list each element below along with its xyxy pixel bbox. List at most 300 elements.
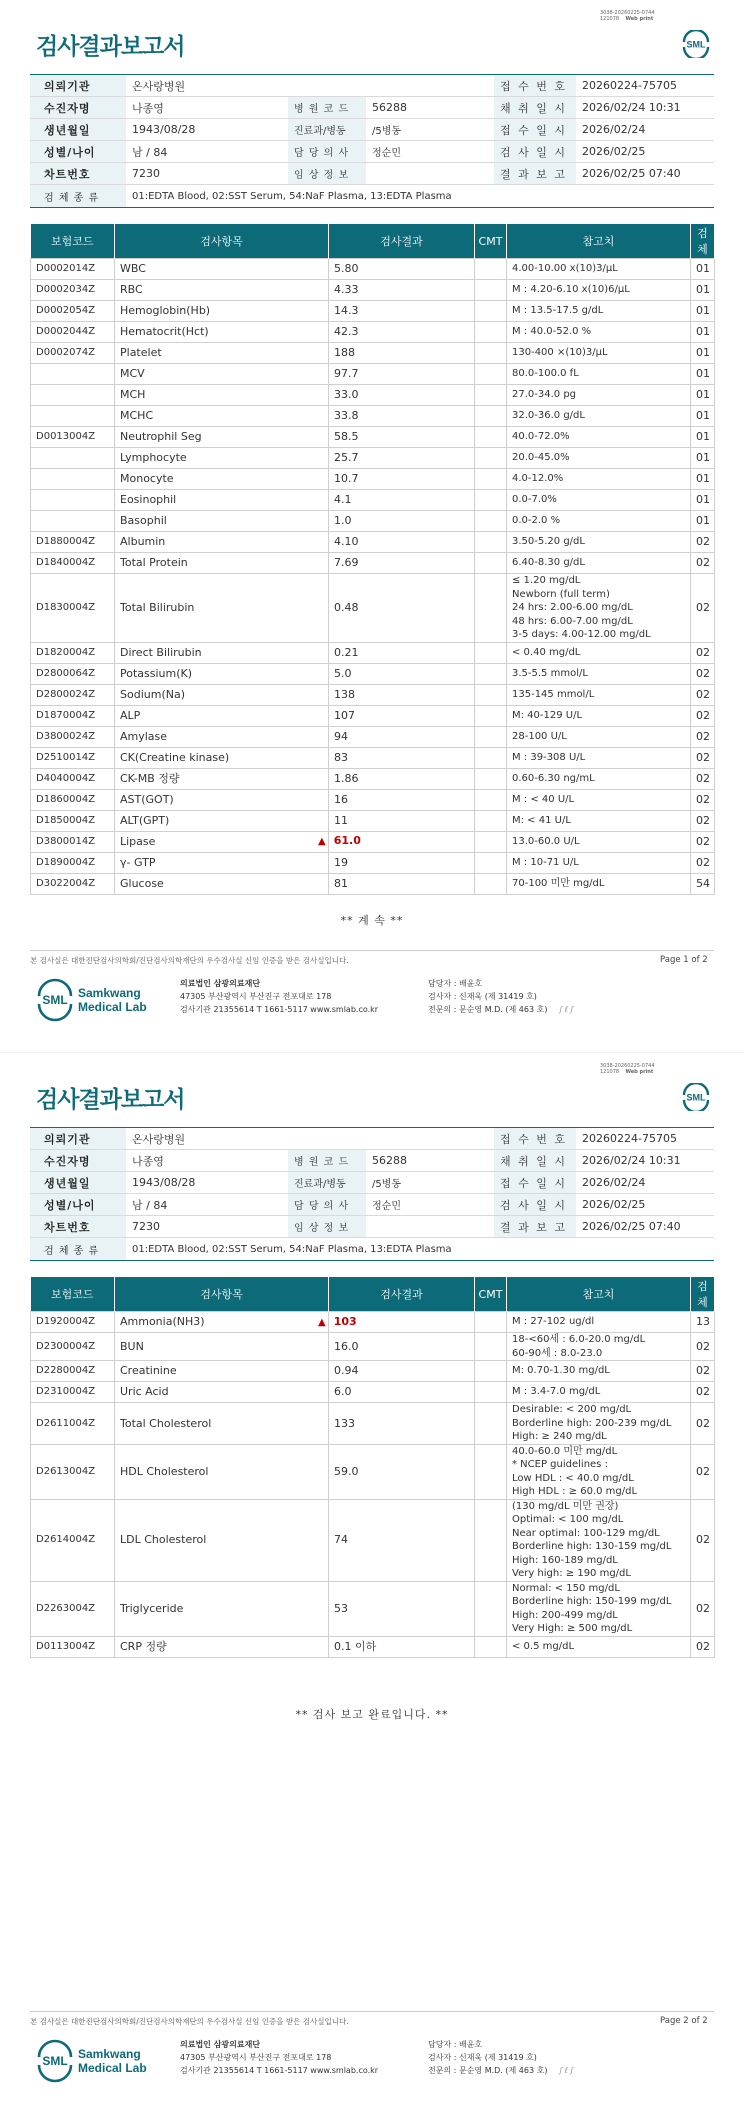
footer-divider xyxy=(30,2011,714,2012)
hospital-code-value: 56288 xyxy=(366,1150,494,1172)
cmt-cell xyxy=(475,810,507,831)
result-row xyxy=(31,1499,715,1581)
receipt-date-label: 접 수 일 시 xyxy=(494,119,576,141)
specimen-code: 02 xyxy=(691,1382,715,1403)
col-specimen-header: 검체 xyxy=(691,1277,715,1312)
specimen-code: 02 xyxy=(691,574,715,643)
result-row xyxy=(31,831,715,852)
birth-value: 1943/08/28 xyxy=(126,119,288,141)
test-item: CK-MB 정량 xyxy=(115,768,329,789)
signature-icon: ʃ ℓ ʃ xyxy=(559,2066,574,2075)
col-ref-header: 참고치 xyxy=(507,224,691,259)
result-row xyxy=(31,768,715,789)
test-item: CK(Creatine kinase) xyxy=(115,747,329,768)
insurance-code: D1830004Z xyxy=(31,574,115,643)
col-specimen-header: 검체 xyxy=(691,224,715,259)
dept-label: 진료과/병동 xyxy=(288,119,366,141)
cmt-cell xyxy=(475,532,507,553)
test-item: Ammonia(NH3) xyxy=(115,1312,329,1333)
result-row xyxy=(31,1333,715,1361)
lab-name: 의료법인 삼광의료재단 xyxy=(180,979,261,988)
specimen-code: 02 xyxy=(691,532,715,553)
print-code: 3038-20260225-0744 xyxy=(600,10,655,16)
clinical-label: 임 상 정 보 xyxy=(288,163,366,185)
test-item: ALT(GPT) xyxy=(115,810,329,831)
test-item: Sodium(Na) xyxy=(115,684,329,705)
result-value: 103 xyxy=(333,1314,357,1328)
cmt-cell xyxy=(475,768,507,789)
result-row xyxy=(31,490,715,511)
specimen-code: 54 xyxy=(691,873,715,894)
staff-specialist: 전문의 : 문순영 M.D. (제 463 호) xyxy=(428,1005,548,1014)
patient-label: 수진자명 xyxy=(30,97,126,119)
test-result: 6.0 xyxy=(329,1382,475,1403)
report-page-1 xyxy=(0,0,744,1052)
result-row xyxy=(31,789,715,810)
page-title: 검사결과보고서 xyxy=(36,34,185,60)
specimen-code: 02 xyxy=(691,663,715,684)
test-item: Hemoglobin(Hb) xyxy=(115,301,329,322)
test-item: WBC xyxy=(115,259,329,280)
reference-range: M : < 40 U/L xyxy=(507,789,691,810)
cmt-cell xyxy=(475,1499,507,1581)
cmt-cell xyxy=(475,574,507,643)
test-result: 33.0 xyxy=(329,385,475,406)
specimen-code: 01 xyxy=(691,469,715,490)
reference-range: 4.00-10.00 x(10)3/μL xyxy=(507,259,691,280)
test-item: Monocyte xyxy=(115,469,329,490)
reference-range: 27.0-34.0 pg xyxy=(507,385,691,406)
cmt-cell xyxy=(475,1361,507,1382)
test-item: MCHC xyxy=(115,406,329,427)
staff-tester: 검사자 : 신재욱 (제 31419 호) xyxy=(428,2053,537,2062)
page-title: 검사결과보고서 xyxy=(36,1087,185,1113)
sample-value: 01:EDTA Blood, 02:SST Serum, 54:NaF Plasma, 13:EDTA Plasma xyxy=(126,1238,714,1261)
test-item: Platelet xyxy=(115,343,329,364)
result-row xyxy=(31,385,715,406)
specimen-code: 02 xyxy=(691,1361,715,1382)
result-row xyxy=(31,684,715,705)
specimen-code: 02 xyxy=(691,553,715,574)
test-item: Creatinine xyxy=(115,1361,329,1382)
svg-text:Medical Lab: Medical Lab xyxy=(78,1000,147,1014)
reference-range: 3.50-5.20 g/dL xyxy=(507,532,691,553)
test-item: Total Cholesterol xyxy=(115,1403,329,1445)
report-value: 2026/02/25 07:40 xyxy=(576,1216,714,1238)
cmt-cell xyxy=(475,789,507,810)
test-result: 74 xyxy=(329,1499,475,1581)
insurance-code: D2310004Z xyxy=(31,1382,115,1403)
reference-range: M : 10-71 U/L xyxy=(507,852,691,873)
specimen-code: 02 xyxy=(691,1333,715,1361)
receipt-date-label: 접 수 일 시 xyxy=(494,1172,576,1194)
insurance-code: D2614004Z xyxy=(31,1499,115,1581)
test-result: 16 xyxy=(329,789,475,810)
patient-label: 수진자명 xyxy=(30,1150,126,1172)
insurance-code: D2613004Z xyxy=(31,1444,115,1499)
test-date-value: 2026/02/25 xyxy=(576,141,714,163)
page-number: Page 1 of 2 xyxy=(660,955,708,965)
insurance-code: D0002044Z xyxy=(31,322,115,343)
insurance-code: D1840004Z xyxy=(31,553,115,574)
dept-value: /5병동 xyxy=(366,119,494,141)
test-item: Basophil xyxy=(115,511,329,532)
chart-value: 7230 xyxy=(126,1216,288,1238)
test-item: Total Protein xyxy=(115,553,329,574)
test-result: 0.94 xyxy=(329,1361,475,1382)
test-result: 138 xyxy=(329,684,475,705)
insurance-code: D1880004Z xyxy=(31,532,115,553)
test-result: 7.69 xyxy=(329,553,475,574)
insurance-code: D1860004Z xyxy=(31,789,115,810)
result-value: 61.0 xyxy=(333,834,361,848)
cmt-cell xyxy=(475,726,507,747)
specimen-code: 02 xyxy=(691,684,715,705)
svg-text:SML: SML xyxy=(686,39,706,50)
cmt-cell xyxy=(475,301,507,322)
clinical-value xyxy=(366,163,494,185)
cmt-cell xyxy=(475,1403,507,1445)
collect-date-label: 채 취 일 시 xyxy=(494,1150,576,1172)
dept-value: /5병동 xyxy=(366,1172,494,1194)
insurance-code: D0113004Z xyxy=(31,1636,115,1657)
specimen-code: 02 xyxy=(691,642,715,663)
result-row xyxy=(31,301,715,322)
insurance-code: D2263004Z xyxy=(31,1581,115,1636)
result-row xyxy=(31,1361,715,1382)
insurance-code: D2300004Z xyxy=(31,1333,115,1361)
report-value: 2026/02/25 07:40 xyxy=(576,163,714,185)
cmt-cell xyxy=(475,343,507,364)
test-result: 11 xyxy=(329,810,475,831)
result-row xyxy=(31,1382,715,1403)
test-result: 1.86 xyxy=(329,768,475,789)
reference-range: 4.0-12.0% xyxy=(507,469,691,490)
report-page-2 xyxy=(0,1052,744,2105)
insurance-code: D2800024Z xyxy=(31,684,115,705)
result-row xyxy=(31,553,715,574)
test-item: Total Bilirubin xyxy=(115,574,329,643)
specimen-code: 01 xyxy=(691,280,715,301)
cmt-cell xyxy=(475,490,507,511)
specimen-code: 13 xyxy=(691,1312,715,1333)
staff-specialist: 전문의 : 문순영 M.D. (제 463 호) xyxy=(428,2066,548,2075)
specimen-code: 02 xyxy=(691,726,715,747)
cmt-cell xyxy=(475,663,507,684)
insurance-code xyxy=(31,511,115,532)
insurance-code xyxy=(31,385,115,406)
result-row xyxy=(31,810,715,831)
result-row xyxy=(31,1312,715,1333)
patient-info-table xyxy=(30,1127,714,1261)
signature-icon: ʃ ℓ ʃ xyxy=(559,1005,574,1014)
patient-value: 나종영 xyxy=(126,1150,288,1172)
cmt-cell xyxy=(475,684,507,705)
cmt-cell xyxy=(475,448,507,469)
hospital-label: 의뢰기관 xyxy=(30,1128,126,1150)
staff-manager: 담당자 : 배윤호 xyxy=(428,979,483,988)
result-row xyxy=(31,852,715,873)
cmt-cell xyxy=(475,322,507,343)
insurance-code: D3800014Z xyxy=(31,831,115,852)
test-result: 133 xyxy=(329,1403,475,1445)
test-result: 58.5 xyxy=(329,427,475,448)
specimen-code: 02 xyxy=(691,705,715,726)
insurance-code: D3800024Z xyxy=(31,726,115,747)
results-table-page2 xyxy=(30,1277,715,1658)
doctor-label: 담 당 의 사 xyxy=(288,1194,366,1216)
cmt-cell xyxy=(475,1382,507,1403)
reference-range: M : 4.20-6.10 x(10)6/μL xyxy=(507,280,691,301)
result-row xyxy=(31,873,715,894)
test-item: Hematocrit(Hct) xyxy=(115,322,329,343)
specimen-code: 02 xyxy=(691,1403,715,1445)
insurance-code: D2611004Z xyxy=(31,1403,115,1445)
results-table-page1 xyxy=(30,224,715,895)
test-result: 0.1 이하 xyxy=(329,1636,475,1657)
clinical-label: 임 상 정 보 xyxy=(288,1216,366,1238)
test-item: Lymphocyte xyxy=(115,448,329,469)
test-result: 107 xyxy=(329,705,475,726)
insurance-code: D0013004Z xyxy=(31,427,115,448)
result-row xyxy=(31,1581,715,1636)
sample-value: 01:EDTA Blood, 02:SST Serum, 54:NaF Plasma, 13:EDTA Plasma xyxy=(126,185,714,208)
staff-specialist-row xyxy=(428,2064,573,2077)
test-item: RBC xyxy=(115,280,329,301)
specimen-code: 02 xyxy=(691,852,715,873)
reference-range: 18-<60세 : 6.0-20.0 mg/dL 60-90세 : 8.0-23.0 xyxy=(507,1333,691,1361)
test-item: Triglyceride xyxy=(115,1581,329,1636)
test-result: 1.0 xyxy=(329,511,475,532)
specimen-code: 02 xyxy=(691,1499,715,1581)
insurance-code: D2510014Z xyxy=(31,747,115,768)
test-item: Amylase xyxy=(115,726,329,747)
specimen-code: 01 xyxy=(691,322,715,343)
test-item: Glucose xyxy=(115,873,329,894)
test-result: 33.8 xyxy=(329,406,475,427)
result-row xyxy=(31,663,715,684)
insurance-code: D1820004Z xyxy=(31,642,115,663)
test-result: 4.33 xyxy=(329,280,475,301)
sexage-value: 남 / 84 xyxy=(126,1194,288,1216)
receipt-no-value: 20260224-75705 xyxy=(576,1128,714,1150)
reference-range: 130-400 ×(10)3/μL xyxy=(507,343,691,364)
specimen-code: 02 xyxy=(691,768,715,789)
test-item: CRP 정량 xyxy=(115,1636,329,1657)
result-row xyxy=(31,280,715,301)
result-row xyxy=(31,511,715,532)
insurance-code: D0002054Z xyxy=(31,301,115,322)
reference-range: 20.0-45.0% xyxy=(507,448,691,469)
test-result: 188 xyxy=(329,343,475,364)
print-code-line2: 121078 Web print xyxy=(600,1069,654,1075)
reference-range: M: < 41 U/L xyxy=(507,810,691,831)
test-result: 0.21 xyxy=(329,642,475,663)
sample-label: 검 체 종 류 xyxy=(30,1238,126,1261)
reference-range: 80.0-100.0 fL xyxy=(507,364,691,385)
reference-range: 28-100 U/L xyxy=(507,726,691,747)
result-row xyxy=(31,1403,715,1445)
birth-label: 생년월일 xyxy=(30,1172,126,1194)
collect-date-value: 2026/02/24 10:31 xyxy=(576,1150,714,1172)
footer-divider xyxy=(30,950,714,951)
svg-text:Samkwang: Samkwang xyxy=(78,2047,141,2061)
result-row xyxy=(31,322,715,343)
test-result: 10.7 xyxy=(329,469,475,490)
patient-info-table xyxy=(30,74,714,208)
lab-info xyxy=(180,977,378,1016)
result-row xyxy=(31,574,715,643)
reference-range: 13.0-60.0 U/L xyxy=(507,831,691,852)
staff-info xyxy=(428,977,573,1016)
specimen-code: 02 xyxy=(691,1581,715,1636)
test-result xyxy=(318,1312,475,1333)
specimen-code: 01 xyxy=(691,511,715,532)
reference-range: 135-145 mmol/L xyxy=(507,684,691,705)
high-flag-icon: ▲ xyxy=(318,1316,326,1328)
reference-range: M : 39-308 U/L xyxy=(507,747,691,768)
specimen-code: 02 xyxy=(691,747,715,768)
reference-range: M: 0.70-1.30 mg/dL xyxy=(507,1361,691,1382)
receipt-no-label: 접 수 번 호 xyxy=(494,1128,576,1150)
chart-label: 차트번호 xyxy=(30,163,126,185)
result-row xyxy=(31,532,715,553)
insurance-code: D1890004Z xyxy=(31,852,115,873)
test-item: γ- GTP xyxy=(115,852,329,873)
birth-label: 생년월일 xyxy=(30,119,126,141)
col-ref-header: 참고치 xyxy=(507,1277,691,1312)
doctor-value: 정순민 xyxy=(366,1194,494,1216)
cmt-cell xyxy=(475,831,507,852)
insurance-code: D4040004Z xyxy=(31,768,115,789)
lab-address: 47305 부산광역시 부산진구 전포대로 178 xyxy=(180,992,332,1001)
insurance-code xyxy=(31,448,115,469)
result-row xyxy=(31,364,715,385)
cmt-cell xyxy=(475,280,507,301)
svg-text:SML: SML xyxy=(42,2054,68,2068)
receipt-date-value: 2026/02/24 xyxy=(576,1172,714,1194)
col-cmt-header: CMT xyxy=(475,1277,507,1312)
sexage-value: 남 / 84 xyxy=(126,141,288,163)
test-result: 83 xyxy=(329,747,475,768)
result-row xyxy=(31,259,715,280)
reference-range: 0.60-6.30 ng/mL xyxy=(507,768,691,789)
print-stamp xyxy=(600,1063,655,1075)
patient-value: 나종영 xyxy=(126,97,288,119)
result-row xyxy=(31,642,715,663)
reference-range: 32.0-36.0 g/dL xyxy=(507,406,691,427)
svg-text:Medical Lab: Medical Lab xyxy=(78,2061,147,2075)
chart-value: 7230 xyxy=(126,163,288,185)
cmt-cell xyxy=(475,705,507,726)
staff-tester: 검사자 : 신재욱 (제 31419 호) xyxy=(428,992,537,1001)
test-date-label: 검 사 일 시 xyxy=(494,141,576,163)
insurance-code xyxy=(31,364,115,385)
specimen-code: 01 xyxy=(691,385,715,406)
reference-range: 40.0-72.0% xyxy=(507,427,691,448)
lab-info xyxy=(180,2038,378,2077)
hospital-code-label: 병 원 코 드 xyxy=(288,97,366,119)
test-result: 4.1 xyxy=(329,490,475,511)
test-item: HDL Cholesterol xyxy=(115,1444,329,1499)
insurance-code xyxy=(31,469,115,490)
specimen-code: 01 xyxy=(691,364,715,385)
specimen-code: 02 xyxy=(691,1636,715,1657)
test-item: Potassium(K) xyxy=(115,663,329,684)
reference-range: (130 mg/dL 미만 권장) Optimal: < 100 mg/dL Near optimal: 100-129 mg/dL Borderline high: 130-159 mg/dL High: 160-189 mg/dL Very high: ≥ 190 mg/dL xyxy=(507,1499,691,1581)
specimen-code: 01 xyxy=(691,406,715,427)
clinical-value xyxy=(366,1216,494,1238)
receipt-no-value: 20260224-75705 xyxy=(576,75,714,97)
hospital-code-label: 병 원 코 드 xyxy=(288,1150,366,1172)
staff-manager: 담당자 : 배윤호 xyxy=(428,2040,483,2049)
test-date-label: 검 사 일 시 xyxy=(494,1194,576,1216)
test-item: Neutrophil Seg xyxy=(115,427,329,448)
doctor-label: 담 당 의 사 xyxy=(288,141,366,163)
report-label: 결 과 보 고 xyxy=(494,163,576,185)
cmt-cell xyxy=(475,642,507,663)
cmt-cell xyxy=(475,1581,507,1636)
reference-range: M : 27-102 ug/dl xyxy=(507,1312,691,1333)
cmt-cell xyxy=(475,852,507,873)
reference-range: M : 3.4-7.0 mg/dL xyxy=(507,1382,691,1403)
collect-date-value: 2026/02/24 10:31 xyxy=(576,97,714,119)
specimen-code: 01 xyxy=(691,343,715,364)
insurance-code: D1870004Z xyxy=(31,705,115,726)
test-item: MCV xyxy=(115,364,329,385)
cmt-cell xyxy=(475,1636,507,1657)
cmt-cell xyxy=(475,511,507,532)
insurance-code: D0002014Z xyxy=(31,259,115,280)
result-row xyxy=(31,705,715,726)
insurance-code xyxy=(31,490,115,511)
cmt-cell xyxy=(475,1333,507,1361)
test-result: 81 xyxy=(329,873,475,894)
page-number: Page 2 of 2 xyxy=(660,2016,708,2026)
reference-range: M : 40.0-52.0 % xyxy=(507,322,691,343)
certification-text: 본 검사실은 대한진단검사의학회/진단검사의학재단의 우수검사실 신임 인증을 받은 검사실입니다. xyxy=(30,2017,349,2026)
reference-range: 3.5-5.5 mmol/L xyxy=(507,663,691,684)
reference-range: M: 40-129 U/L xyxy=(507,705,691,726)
sexage-label: 성별/나이 xyxy=(30,1194,126,1216)
reference-range: 40.0-60.0 미만 mg/dL * NCEP guidelines : Low HDL : < 40.0 mg/dL High HDL : ≥ 60.0 mg/dL xyxy=(507,1444,691,1499)
svg-text:SML: SML xyxy=(686,1092,706,1103)
svg-text:SML: SML xyxy=(42,993,68,1007)
reference-range: M : 13.5-17.5 g/dL xyxy=(507,301,691,322)
lab-address: 47305 부산광역시 부산진구 전포대로 178 xyxy=(180,2053,332,2062)
specimen-code: 01 xyxy=(691,301,715,322)
result-row xyxy=(31,448,715,469)
sml-logo-icon xyxy=(680,30,712,58)
cmt-cell xyxy=(475,364,507,385)
sample-label: 검 체 종 류 xyxy=(30,185,126,208)
test-item: Eosinophil xyxy=(115,490,329,511)
test-result: 53 xyxy=(329,1581,475,1636)
insurance-code: D0002074Z xyxy=(31,343,115,364)
col-code-header: 보험코드 xyxy=(31,224,115,259)
test-result: 97.7 xyxy=(329,364,475,385)
test-result: 0.48 xyxy=(329,574,475,643)
insurance-code: D2280004Z xyxy=(31,1361,115,1382)
result-row xyxy=(31,343,715,364)
collect-date-label: 채 취 일 시 xyxy=(494,97,576,119)
birth-value: 1943/08/28 xyxy=(126,1172,288,1194)
specimen-code: 02 xyxy=(691,1444,715,1499)
reference-range: < 0.5 mg/dL xyxy=(507,1636,691,1657)
test-result: 25.7 xyxy=(329,448,475,469)
reference-range: 70-100 미만 mg/dL xyxy=(507,873,691,894)
cmt-cell xyxy=(475,259,507,280)
